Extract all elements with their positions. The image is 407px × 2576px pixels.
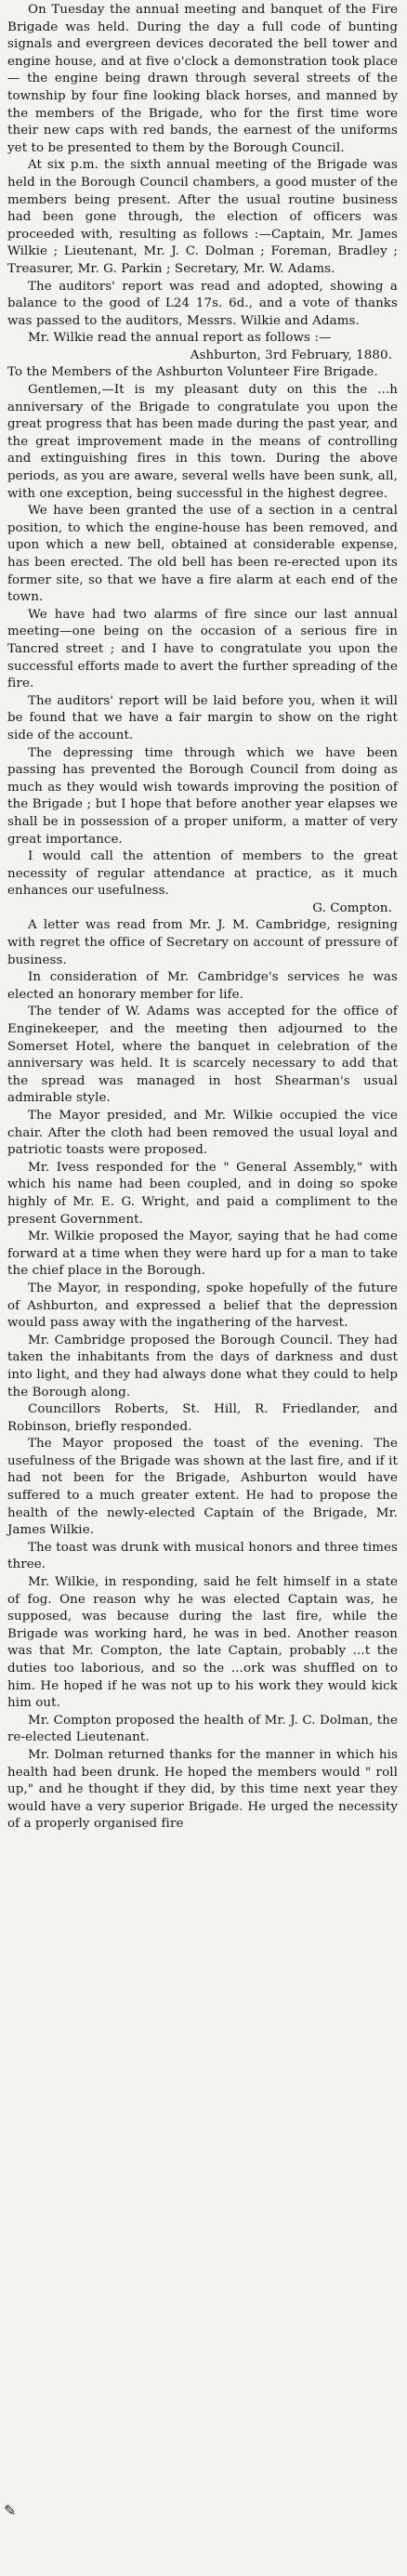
paragraph-dolman-thanks: Mr. Dolman returned thanks for the manner in which his health had been drunk. He hoped the members would " roll up," and he thought if they did, by this time next year they would have a very superior Brigade. He urged the necessity of a properly organised fire (7, 1747, 398, 1832)
report-dateline: Ashburton, 3rd February, 1880. (190, 348, 392, 362)
paragraph-toast-drunk: The toast was drunk with musical honors and three times three. (7, 1540, 398, 1572)
paragraph-report-intro: Mr. Wilkie read the annual report as follows :— (28, 331, 332, 346)
paragraph-toast-evening: The Mayor proposed the toast of the evening. The usefulness of the Brigade was shown at the last fire, and if it had not been for the Brigade, Ashburton would have suffered to a much greater extent. He had to propose the health of the newly-elected Captain of the Brigade, Mr. James Wilkie. (7, 1437, 398, 1538)
paragraph-auditors: The auditors' report was read and adopted, showing a balance to the good of L24 17s. 6d., and a vote of thanks was passed to the auditors, Messrs. Wilkie and Adams. (7, 279, 398, 328)
paragraph-report-attendance: I would call the attention of members to the great necessity of regular attendance at practice, as it much enhances our usefulness. (7, 849, 398, 899)
paragraph-ivess: Mr. Ivess responded for the " General Assembly," with which his name had been coupled, and in doing so spoke highly of Mr. E. G. Wright, and paid a compliment to the present Government. (7, 1160, 398, 1227)
article-column (7, 2, 398, 1833)
paragraph-report-alarms: We have had two alarms of fire since our last annual meeting—one being on the occasion of a serious fire in Tancred street ; and I have to congratulate you upon the successful efforts made to avert the further spreading of the fire. (7, 607, 398, 691)
paragraph-cambridge-letter: A letter was read from Mr. J. M. Cambridge, resigning with regret the office of Secretary on account of pressure of business. (7, 918, 398, 967)
paragraph-report-auditors: The auditors' report will be laid before you, when it will be found that we have a fair margin to show on the right side of the account. (7, 693, 398, 743)
paragraph-cambridge-council: Mr. Cambridge proposed the Borough Council. They had taken the inhabitants from the days of darkness and dust into light, and they had always done what they could to help the Borough along. (7, 1333, 398, 1400)
paragraph-report-greeting: Gentlemen,—It is my pleasant duty on this the ...h anniversary of the Brigade to congratulate you upon the great progress that has been made during the past year, and the great improvement made in the means of controlling and extinguishing fires in this town. During the above periods, as you are aware, several wells have been sunk, all, with one exception, being successful in the highest degree. (7, 383, 398, 501)
paragraph-wilkie-response: Mr. Wilkie, in responding, said he felt himself in a state of fog. One reason why he was elected Captain was, he supposed, was because during the last fire, while the Brigade was working hard, he was in bed. Another reason was that Mr. Compton, the late Captain, probably ...t the duties too laborious, and so the ...ork was shuffled on to him. He hoped if he was not up to his work they would kick him out. (7, 1575, 398, 1711)
report-addressee: To the Members of the Ashburton Volunteer Fire Brigade. (7, 365, 378, 380)
paragraph-report-section: We have been granted the use of a section in a central position, to which the engine-house has been removed, and upon which a new bell, obtained at considerable expense, has been erected. The old bell has been re-erected upon its former site, so that we have a fire alarm at each end of the town. (7, 504, 398, 605)
paragraph-compton-toast: Mr. Compton proposed the health of Mr. J. C. Dolman, the re-elected Lieutenant. (7, 1713, 398, 1745)
paragraph-mayor-presided: The Mayor presided, and Mr. Wilkie occupied the vice chair. After the cloth had been removed the usual loyal and patriotic toasts were proposed. (7, 1109, 398, 1158)
paragraph-opening: On Tuesday the annual meeting and banquet of the Fire Brigade was held. During the day a full code of bunting signals and evergreen devices decorated the bell tower and engine house, and at five o'clock a demonstration took place— the engine being drawn through several streets of the township by four fine looking black horses, and manned by the members of the Brigade, who for the first time wore their new caps with red bands, the earnest of the uniforms yet to be presented to them by the Borough Council. (7, 3, 398, 155)
paragraph-wilkie-mayor: Mr. Wilkie proposed the Mayor, saying that he had come forward at a time when they were hard up for a man to take the chief place in the Borough. (7, 1229, 398, 1279)
paragraph-honorary-member: In consideration of Mr. Cambridge's services he was elected an honorary member for life. (7, 970, 398, 1002)
paragraph-annual-meeting: At six p.m. the sixth annual meeting of the Brigade was held in the Borough Council chambers, a good muster of the members being present. After the usual routine business had been gone through, the election of officers was proceeded with, resulting as follows :—Captain, Mr. James Wilkie ; Lieutenant, Mr. J. C. Dolman ; Foreman, Bradley ; Treasurer, Mr. G. Parkin ; Secretary, Mr. W. Adams. (7, 158, 398, 276)
paragraph-report-depression: The depressing time through which we have been passing has prevented the Borough Council from doing as much as they would wish towards improving the position of the Brigade ; but I hope that before another year elapses we shall be in possession of a proper uniform, a matter of very great importance. (7, 745, 398, 847)
report-signature: G. Compton. (312, 900, 392, 915)
paragraph-tender: The tender of W. Adams was accepted for the office of Enginekeeper, and the meeting then adjourned to the Somerset Hotel, where the banquet in celebration of the anniversary was held. It is scarcely necessary to add that the spread was managed in host Shearman's usual admirable style. (7, 1005, 398, 1106)
paragraph-councillors: Councillors Roberts, St. Hill, R. Friedlander, and Robinson, briefly responded. (7, 1402, 398, 1434)
ink-mark-icon: ✎ (4, 2502, 17, 2519)
paragraph-mayor-response: The Mayor, in responding, spoke hopefully of the future of Ashburton, and expressed a belief that the depression would pass away with the ingathering of the harvest. (7, 1281, 398, 1331)
